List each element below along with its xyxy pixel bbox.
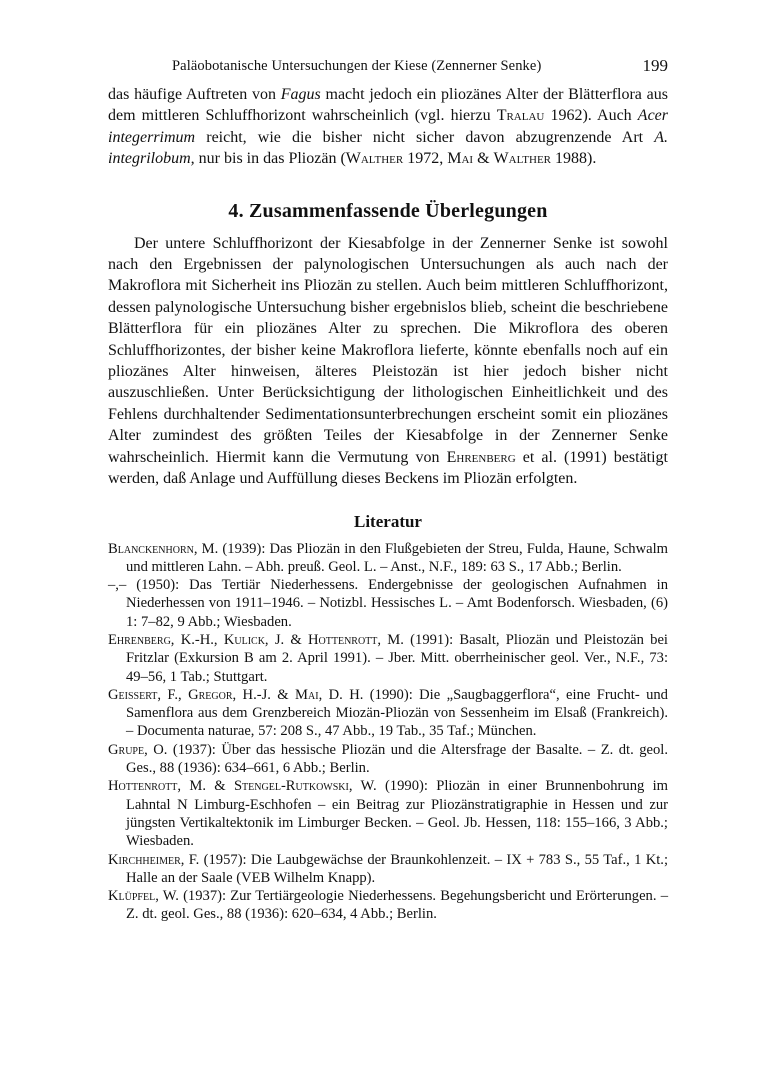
literature-heading: Literatur [354, 511, 422, 531]
page-number: 199 [642, 56, 668, 75]
reference-item: Klüpfel, W. (1937): Zur Tertiärgeologie Niederhessens. Begehungsbericht und Erörterungen. – Z. dt. geol. Ges., 88 (1936): 620–634, 4 Abb.; Berlin. [108, 888, 668, 923]
taxon-fagus: Fagus [280, 86, 321, 103]
page-header [108, 52, 668, 82]
citation-walther: Walther [345, 150, 404, 168]
reference-list [108, 540, 668, 924]
section-paragraph: Der untere Schluffhorizont der Kiesabfolge in der Zennerner Senke ist sowohl nach den Ergebnissen der palynologischen Untersuchungen als auch nach der Makroflora mit Sicherheit ins Pliozän zu stellen. Auch beim mittleren Schluffhorizont, dessen palynologische Untersuchung bisher ergebnislos blieb, scheint die beschriebene Blätterflora für ein pliozänes Alter zu sprechen. Die Mikroflora des oberen Schluffhorizontes, der bisher keine Makroflora lieferte, könnte ebenfalls noch auf ein pliozänes Alter hinweisen, älteres Pleistozän ist hier jedoch bisher nicht auszuschließen. Unter Berücksichtigung der lithologischen Einheitlichkeit und des Fehlens durchhaltender Sedimentationsunterbrechungen erscheint somit ein pliozänes Alter zumindest des größten Teiles der Kiesabfolge in der Zennerner Senke wahrscheinlich. Hiermit kann die Vermutung von Ehrenberg et al. (1991) bestätigt werden, daß Anlage und Auffüllung dieses Beckens im Pliozän erfolgten. [108, 234, 669, 488]
reference-author: Blanckenhorn, M. [108, 540, 219, 557]
taxon-acer: Acer integerrimum [108, 107, 668, 146]
section-heading: 4. Zusammenfassende Überlegungen [228, 199, 548, 222]
reference-author: Geissert, F., Gregor, H.-J. & Mai, D. H. [108, 686, 364, 703]
reference-author: Hottenrott, M. & Stengel-Rutkowski, W. [108, 778, 377, 795]
reference-item: Grupe, O. (1937): Über das hessische Pliozän und die Altersfrage der Basalte. – Z. dt. geol. Ges., 88 (1936): 634–661, 6 Abb.; Berlin. [108, 741, 668, 777]
reference-author: Grupe, O. [108, 741, 168, 758]
reference-item: Blanckenhorn, M. (1939): Das Pliozän in den Flußgebieten der Streu, Fulda, Haune, Schwalm und mittleren Lahn. – Abh. preuß. Geol. L. – Anst., N.F., 189: 63 S., 17 Abb.; Berlin. [108, 540, 668, 575]
taxon-acer-integrilobum: A. integrilobum, [108, 128, 668, 168]
citation-tralau: Tralau [496, 107, 545, 125]
citation-mai: Mai [447, 150, 474, 168]
document-page [108, 52, 668, 924]
reference-item: Hottenrott, M. & Stengel-Rutkowski, W. (1990): Pliozän in einer Brunnenbohrung im Lahntal N Limburg-Eschhofen – ein Beitrag zur Pliozänstratigraphie in Hessen und zur jüngsten Vertikaltektonik im Limburger Becken. – Geol. Jb. Hessen, 118: 155–166, 3 Abb.; Wiesbaden. [108, 778, 669, 850]
reference-author: Klüpfel, W. [108, 888, 179, 905]
reference-author: Kirchheimer, F. [108, 851, 200, 868]
reference-item: Geissert, F., Gregor, H.-J. & Mai, D. H. (1990): Die „Saugbaggerflora“, eine Frucht- und Samenflora aus dem Grenzbereich Miozän-Pliozän von Sessenheim im Elsaß (Frankreich). – Documenta naturae, 57: 208 S., 47 Abb., 19 Tab., 35 Taf.; München. [108, 686, 668, 740]
reference-item: Ehrenberg, K.-H., Kulick, J. & Hottenrott, M. (1991): Basalt, Pliozän und Pleistozän bei Fritzlar (Exkursion B am 2. April 1991). – Jber. Mitt. oberrheinischer geol. Ver., N.F., 73: 49–56, 1 Tab.; Stuttgart. [108, 631, 668, 685]
running-title: Paläobotanische Untersuchungen der Kiese (Zennerner Senke) [172, 58, 542, 74]
citation-ehrenberg: Ehrenberg [446, 448, 516, 466]
reference-author: –,– [108, 577, 127, 594]
intro-paragraph: das häufige Auftreten von Fagus macht jedoch ein pliozänes Alter der Blätterflora aus dem mittleren Schluffhorizont wahrscheinlich (vgl. hierzu Tralau 1962). Auch Acer integerrimum reicht, wie die bisher nicht sicher davon abzugrenzende Art A. integrilobum, nur bis in das Pliozän (Walther 1972, Mai & Walther 1988). [108, 86, 668, 168]
reference-item: –,– (1950): Das Tertiär Niederhessens. Endergebnisse der geologischen Aufnahmen in Niederhessen von 1911–1946. – Notizbl. Hessisches L. – Amt Bodenforsch. Wiesbaden, (6) 1: 7–82, 9 Abb.; Wiesbaden. [108, 577, 668, 630]
reference-item: Kirchheimer, F. (1957): Die Laubgewächse der Braunkohlenzeit. – IX + 783 S., 55 Taf., 1 Kt.; Halle an der Saale (VEB Wilhelm Knapp). [108, 851, 668, 886]
reference-author: Ehrenberg, K.-H., Kulick, J. & Hottenrott, M. [108, 631, 404, 648]
citation-walther-2: Walther [493, 150, 552, 168]
